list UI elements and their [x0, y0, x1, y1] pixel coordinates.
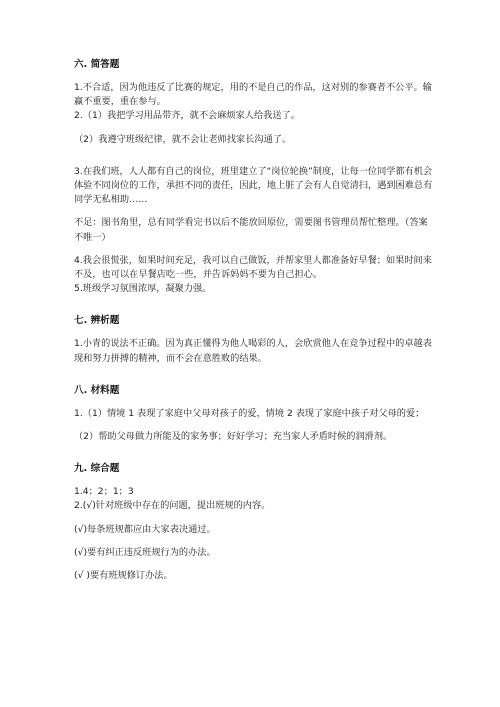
document-page	[74, 58, 434, 592]
spacer	[74, 453, 434, 462]
section-title-material: 八. 材料题	[74, 384, 120, 396]
answer-paragraph: 1.不合适，因为他违反了比赛的规定，用的不是自己的作品，这对别的参赛者不公平。输赢不重要，重在参与。	[74, 82, 432, 108]
answer-paragraph: （2）我遵守班级纪律，就不会让老师找家长沟通了。	[74, 133, 292, 145]
section-title-analysis: 七. 辨析题	[74, 315, 120, 327]
answer-paragraph: 不足：图书角里，总有同学看完书以后不能放回原位，需要图书管理员帮忙整理。（答案不唯一）	[74, 217, 428, 243]
answer-paragraph: 2.（1）我把学习用品带齐，就不会麻烦家人给我送了。	[74, 110, 300, 122]
answer-paragraph: 5.班级学习氛围浓厚，凝聚力强。	[74, 283, 212, 295]
spacer	[74, 375, 434, 384]
section-title-comprehensive: 九. 综合题	[74, 463, 120, 475]
spacer	[74, 156, 434, 165]
answer-paragraph: 1.（1）情境 1 表现了家庭中父母对孩子的爱，情境 2 表现了家庭中孩子对父母的爱；	[74, 407, 425, 419]
spacer	[74, 305, 434, 314]
answer-paragraph: 4.我会很慌张，如果时间充足，我可以自己做饭，并帮家里人都准备好早餐；如果时间来不及，也可以在早餐店吃一些，并告诉妈妈不要为自己担心。	[74, 254, 432, 281]
answer-paragraph: 1.小青的说法不正确。因为真正懂得为他人喝彩的人，会欣赏他人在竞争过程中的卓越表现和努力拼搏的精神，而不会在意胜败的结果。	[74, 338, 432, 364]
answer-paragraph: (√ )要有班规修订办法。	[74, 570, 173, 582]
answer-paragraph: (√)要有纠正违反班规行为的办法。	[74, 546, 216, 558]
answer-paragraph: 3.在我们班，人人都有自己的岗位，班里建立了“岗位轮换”制度，让每一位同学都有机会体验不同岗位的工作，承担不同的责任，因此，地上脏了会有人自觉清扫，遇到困难总有同学无私相助……	[74, 165, 433, 206]
section-title-short-answer: 六. 简答题	[74, 59, 120, 70]
answer-paragraph: （2）帮助父母做力所能及的家务事；好好学习；充当家人矛盾时候的润滑剂。	[74, 431, 393, 443]
answer-paragraph: (√)每条班规都应由大家表决通过。	[74, 523, 216, 535]
answer-paragraph: 1.4；2；1；3	[74, 486, 134, 498]
answer-paragraph: 2.(√)针对班级中存在的问题，提出班规的内容。	[74, 500, 271, 512]
